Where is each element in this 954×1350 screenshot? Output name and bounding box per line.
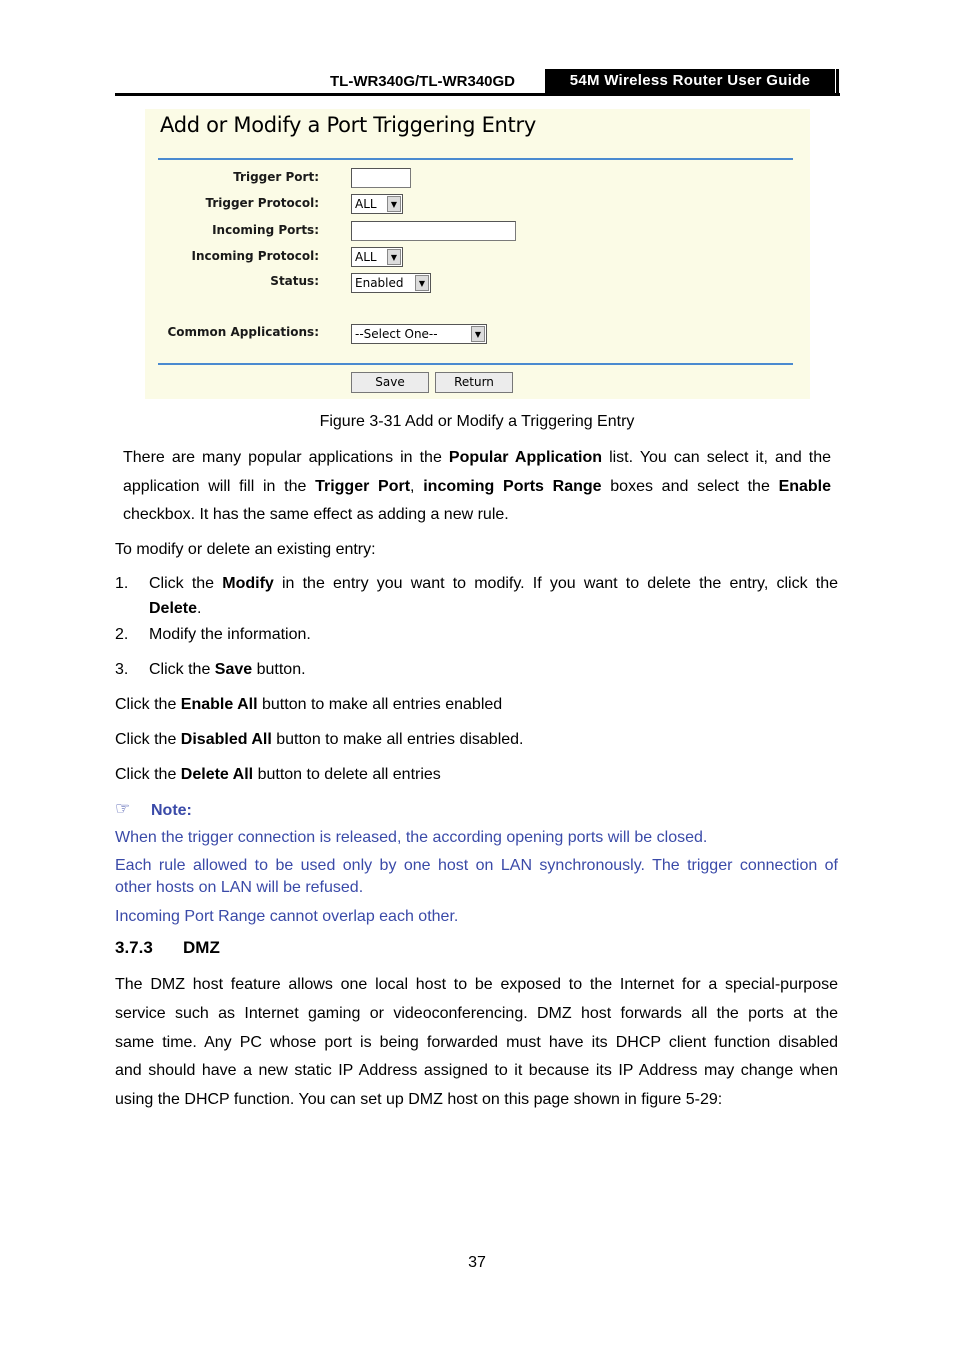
- trigger-port-input[interactable]: [351, 168, 411, 188]
- trigger-protocol-value: ALL: [355, 197, 377, 211]
- text: .: [197, 600, 202, 617]
- step-1-line2: [149, 594, 201, 623]
- modify-intro: To modify or delete an existing entry:: [115, 541, 376, 558]
- incoming-ports-label: Incoming Ports:: [212, 223, 319, 237]
- para1-line1: [123, 443, 831, 472]
- dmz-line3: same time. Any PC whose port is being forwarded must have its DHCP client function disabled: [115, 1034, 838, 1051]
- bold-text: Trigger Port: [315, 478, 411, 495]
- step-2: Modify the information.: [149, 626, 311, 643]
- section-number: 3.7.3: [115, 938, 153, 957]
- header-guide-title: 54M Wireless Router User Guide: [545, 69, 835, 93]
- panel-top-divider: [158, 158, 793, 160]
- chevron-down-icon: ▼: [415, 275, 429, 291]
- text: button to delete all entries: [253, 766, 441, 783]
- step-number: 2.: [115, 626, 129, 643]
- step-1-line1: [149, 569, 838, 598]
- text: list. You can select it, and the: [602, 449, 831, 466]
- return-button[interactable]: Return: [435, 372, 513, 393]
- panel-bottom-divider: [158, 363, 793, 365]
- trigger-protocol-select[interactable]: [351, 194, 403, 214]
- chevron-down-icon: ▼: [387, 196, 401, 212]
- text: in the entry you want to modify. If you want to delete the entry, click the: [273, 575, 839, 592]
- incoming-protocol-select[interactable]: [351, 247, 403, 267]
- status-select[interactable]: [351, 273, 431, 293]
- step-3: [149, 655, 306, 684]
- text: ,: [410, 478, 424, 495]
- text: Click the: [149, 661, 215, 678]
- trigger-protocol-label: Trigger Protocol:: [205, 196, 319, 210]
- incoming-ports-input[interactable]: [351, 221, 516, 241]
- pointing-hand-icon: ☞: [115, 799, 131, 818]
- delete-all-text: [115, 760, 441, 789]
- text: Click the: [115, 731, 181, 748]
- note-line1: When the trigger connection is released, the according opening ports will be closed.: [115, 829, 708, 846]
- status-value: Enabled: [355, 276, 404, 290]
- bold-text: Modify: [222, 575, 274, 592]
- trigger-port-label: Trigger Port:: [233, 170, 319, 184]
- bold-text: Delete All: [180, 766, 254, 783]
- chevron-down-icon: ▼: [387, 249, 401, 265]
- step-number: 1.: [115, 575, 129, 592]
- text: Click the: [115, 766, 181, 783]
- figure-caption: Figure 3-31 Add or Modify a Triggering Entry: [319, 413, 635, 430]
- header-divider: [836, 69, 839, 95]
- bold-text: Disabled All: [180, 731, 272, 748]
- text: button to make all entries disabled.: [271, 731, 524, 748]
- common-apps-value: --Select One--: [355, 327, 438, 341]
- status-label: Status:: [270, 274, 319, 288]
- bold-text: incoming Ports Range: [423, 478, 602, 495]
- text: Click the: [115, 696, 181, 713]
- dmz-line1: The DMZ host feature allows one local host to be exposed to the Internet for a special-purpose: [115, 976, 838, 993]
- note-line2a: Each rule allowed to be used only by one host on LAN synchronously. The trigger connection of: [115, 857, 838, 874]
- incoming-protocol-value: ALL: [355, 250, 377, 264]
- text: application will fill in the: [123, 478, 316, 495]
- text: button to make all entries enabled: [257, 696, 503, 713]
- text: button.: [252, 661, 306, 678]
- page-number: 37: [468, 1254, 486, 1271]
- common-apps-label: Common Applications:: [167, 325, 319, 339]
- disabled-all-text: [115, 725, 523, 754]
- dmz-line5: using the DHCP function. You can set up DMZ host on this page shown in figure 5-29:: [115, 1091, 723, 1108]
- text: boxes and select the: [601, 478, 779, 495]
- header-model: TL-WR340G/TL-WR340GD: [330, 73, 516, 90]
- note-label: Note:: [151, 802, 192, 819]
- panel-title: Add or Modify a Port Triggering Entry: [160, 113, 536, 137]
- para1-line3: checkbox. It has the same effect as adding a new rule.: [123, 506, 509, 523]
- note-line3: Incoming Port Range cannot overlap each other.: [115, 908, 459, 925]
- step-number: 3.: [115, 661, 129, 678]
- note-line2b: other hosts on LAN will be refused.: [115, 879, 364, 896]
- bold-text: Save: [214, 661, 253, 678]
- incoming-protocol-label: Incoming Protocol:: [191, 249, 319, 263]
- para1-line2: [123, 472, 831, 501]
- common-apps-select[interactable]: [351, 324, 487, 344]
- enable-all-text: [115, 690, 502, 719]
- bold-text: Enable: [778, 478, 832, 495]
- bold-text: Enable All: [180, 696, 258, 713]
- dmz-line4: and should have a new static IP Address assigned to it because its IP Address may change when: [115, 1062, 838, 1079]
- section-title: DMZ: [183, 938, 220, 957]
- text: Click the: [149, 575, 223, 592]
- header-rule: [115, 93, 840, 96]
- text: There are many popular applications in the: [123, 449, 449, 466]
- bold-text: Delete: [149, 600, 198, 617]
- dmz-line2: service such as Internet gaming or videoconferencing. DMZ host forwards all the ports at the: [115, 1005, 838, 1022]
- chevron-down-icon: ▼: [471, 326, 485, 342]
- save-button[interactable]: Save: [351, 372, 429, 393]
- bold-text: Popular Application: [448, 449, 603, 466]
